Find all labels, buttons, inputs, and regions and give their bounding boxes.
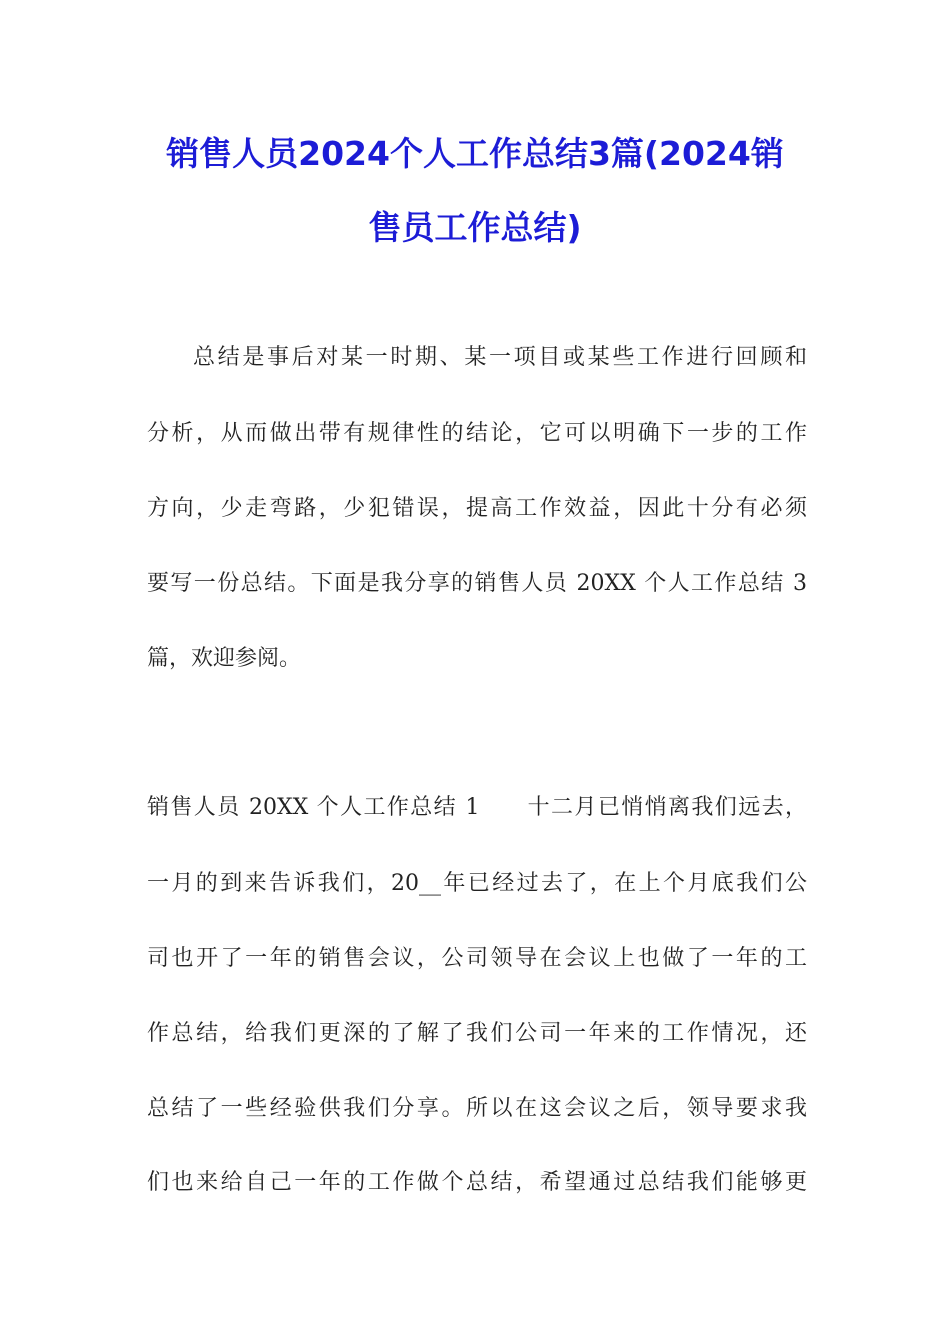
intro-line-3: 方向，少走弯路，少犯错误，提高工作效益，因此十分有必须 (147, 496, 807, 521)
document-title-line-2: 售员工作总结) (368, 208, 582, 247)
intro-line-5: 篇，欢迎参阅。 (147, 646, 302, 671)
section-1-line-3: 司也开了一年的销售会议，公司领导在会议上也做了一年的工 (147, 946, 807, 971)
intro-line-2: 分析，从而做出带有规律性的结论，它可以明确下一步的工作 (147, 421, 807, 446)
section-1-line-2: 一月的到来告诉我们，20__年已经过去了，在上个月底我们公 (147, 871, 807, 896)
section-1-line-4: 作总结，给我们更深的了解了我们公司一年来的工作情况，还 (147, 1021, 807, 1046)
intro-line-4: 要写一份总结。下面是我分享的销售人员 20XX 个人工作总结 3 (147, 571, 807, 596)
document-title-line-1: 销售人员2024个人工作总结3篇(2024销 (166, 134, 784, 173)
section-1-line-5: 总结了一些经验供我们分享。所以在这会议之后，领导要求我 (147, 1096, 807, 1121)
intro-line-1: 总结是事后对某一时期、某一项目或某些工作进行回顾和 (193, 345, 807, 370)
section-1-line-1: 销售人员 20XX 个人工作总结 1 十二月已悄悄离我们远去， (147, 795, 807, 820)
section-1-line-6: 们也来给自己一年的工作做个总结，希望通过总结我们能够更 (147, 1170, 807, 1195)
